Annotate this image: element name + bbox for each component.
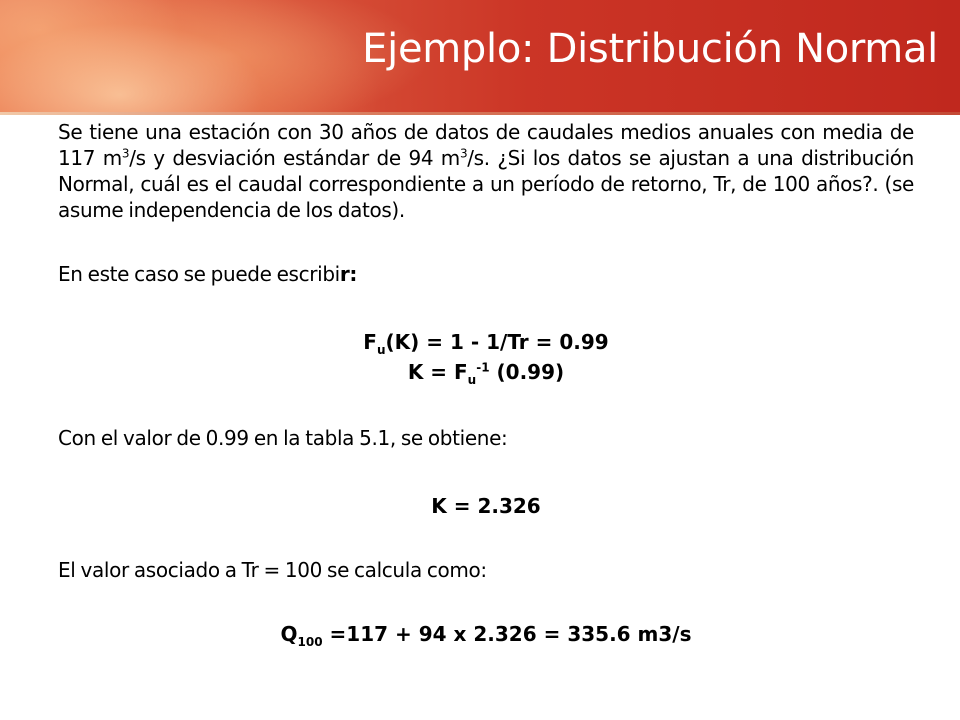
equation-cdf-rest: (K) = 1 - 1/Tr = 0.99 [385, 330, 609, 354]
final-equation-q: Q [280, 622, 298, 646]
final-equation-rest: =117 + 94 x 2.326 = 335.6 m3/s [322, 622, 692, 646]
slide-title: Ejemplo: Distribución Normal [362, 26, 938, 72]
intro-line [58, 261, 914, 287]
slide-body [58, 118, 914, 649]
intro-text: En este caso se puede escribi [58, 262, 340, 286]
problem-text-part1: Se tiene una estación con 30 años de datos de caudales medios anuales con media de 117 m [58, 120, 914, 170]
equation-inverse-superscript: -1 [476, 360, 490, 375]
cubic-superscript: 3 [121, 146, 130, 161]
cubic-superscript: 3 [459, 146, 468, 161]
equation-inverse [58, 357, 914, 387]
equation-group [58, 327, 914, 387]
problem-statement [58, 118, 914, 223]
problem-text-part3: /s. ¿Si los datos se ajustan a una distribución Normal, cuál es el caudal correspondiente a un período de retorno, Tr, de 100 años?. (se asume independencia de los datos). [58, 146, 915, 222]
equation-cdf-subscript: u [376, 343, 386, 357]
equation-cdf-f: F [363, 330, 377, 354]
intro-bold-tail: r: [339, 262, 358, 286]
header-divider [0, 112, 960, 115]
problem-text-part2: /s y desviación estándar de 94 m [129, 146, 460, 170]
equation-cdf [58, 327, 914, 357]
equation-inverse-rest: (0.99) [489, 360, 565, 384]
table-note: Con el valor de 0.99 en la tabla 5.1, se obtiene: [58, 426, 508, 450]
equation-inverse-subscript: u [467, 373, 477, 387]
final-equation-subscript: 100 [297, 635, 323, 649]
calc-note: El valor asociado a Tr = 100 se calcula como: [58, 558, 487, 582]
result-k: K = 2.326 [431, 494, 541, 518]
header-banner [0, 0, 960, 112]
final-equation [58, 619, 914, 649]
equation-inverse-lead: K = F [407, 360, 468, 384]
